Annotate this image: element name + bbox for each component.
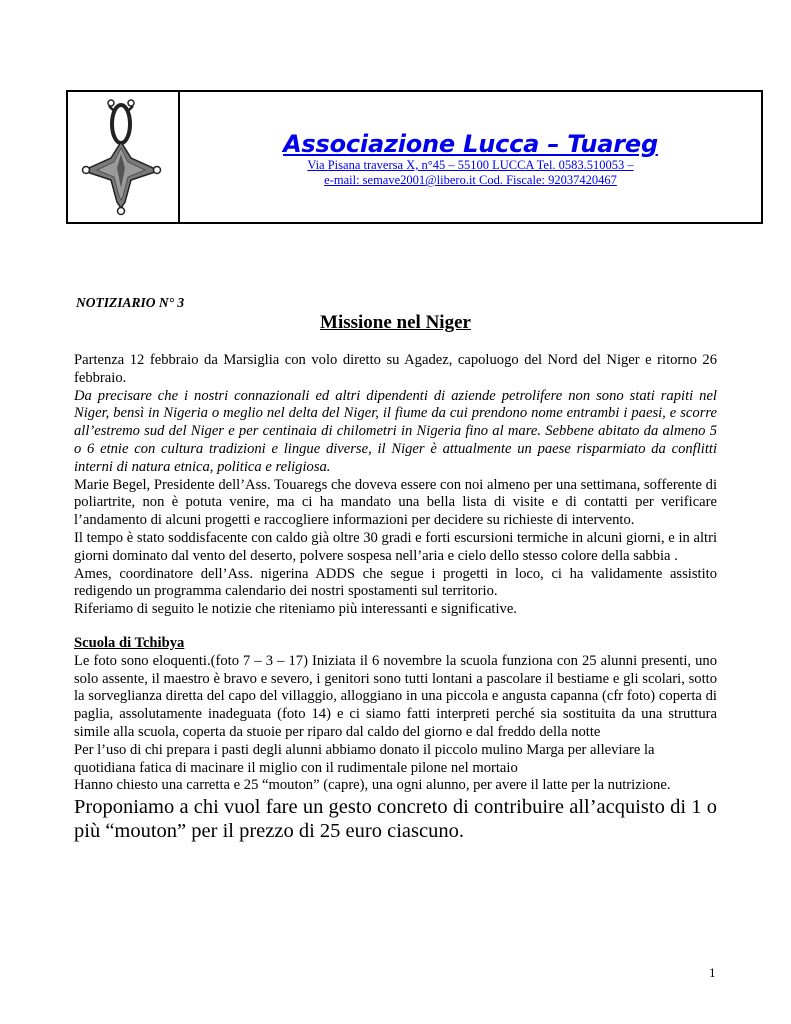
document-body — [74, 352, 717, 843]
paragraph-request: Hanno chiesto una carretta e 25 “mouton” (capre), una ogni alunno, per avere il latte per la nutrizione. — [74, 777, 671, 794]
organization-info — [180, 130, 761, 188]
logo-cell — [68, 92, 180, 222]
issue-label: NOTIZIARIO N° 3 — [76, 295, 185, 310]
paragraph-clarification: Da precisare che i nostri connazionali ed altri dipendenti di aziende petrolifere non sono stati rapiti nel Niger, bensì in Nigeria o meglio nel delta del Niger, il fiume da cui prendono nome entrambi i paesi, e scorre all’estremo sud del Niger e per centinaia di chilometri in Nigeria fino al mare. Sebbene abitato da almeno 5 o 6 etnie con cultura tradizioni e lingue diverse, il Niger è attualmente un paese risparmiato da conflitti interni di natura etnica, politica e religiosa. — [74, 387, 717, 475]
section-heading: Scuola di Tchibya — [74, 634, 185, 651]
spacer — [74, 619, 717, 635]
tuareg-cross-icon — [73, 92, 173, 222]
appeal-text: Proponiamo a chi vuol fare un gesto concreto di contribuire all’acquisto di 1 o più “mouton” per il prezzo di 25 euro ciascuno. — [74, 796, 717, 843]
letterhead — [66, 90, 763, 224]
paragraph-ames: Ames, coordinatore dell’Ass. nigerina ADDS che segue i progetti in loco, ci ha validamente assistito redigendo un programma calendario dei nostri spostamenti sul territorio. — [74, 565, 717, 600]
paragraph-marie-begel: Marie Begel, Presidente dell’Ass. Touaregs che doveva essere con noi almeno per una settimana, sofferente di poliartrite, non è potuta venire, ma ci ha mandato una bella lista di visite e di contatti per verificare l’andamento di alcuni progetti e raccogliere informazioni per decidere su richieste di intervento. — [74, 476, 717, 529]
paragraph-departure: Partenza 12 febbraio da Marsiglia con volo diretto su Agadez, capoluogo del Nord del Niger e ritorno 26 febbraio. — [74, 352, 717, 386]
organization-name[interactable]: Associazione Lucca – Tuareg — [283, 130, 658, 158]
paragraph-school: Le foto sono eloquenti.(foto 7 – 3 – 17) Iniziata il 6 novembre la scuola funziona con 25 alunni presenti, uno solo assente, il maestro è bravo e severo, i genitori sono tutti lontani a pascolare il bestiame e gli scolari, sotto la sorveglianza diretta del capo del villaggio, alloggiano in una piccola e angusta capanna (cfr foto) coperta di paglia, assolutamente inadeguata (foto 14) e ci siamo fatti interpreti perché sia sostituita da una struttura simile alla scuola, coperta da stuoie per riparo dal caldo del giorno e dal freddo della notte — [74, 652, 717, 740]
page-title: Missione nel Niger — [320, 312, 471, 333]
page-number: 1 — [709, 965, 716, 980]
paragraph-weather: Il tempo è stato soddisfacente con caldo già oltre 30 gradi e forti escursioni termiche in alcuni giorni, e in altri giorni dominato dal vento del deserto, polvere sospesa nell’aria e cielo dello stesso colore della sabbia . — [74, 529, 717, 564]
paragraph-intro-news: Riferiamo di seguito le notizie che riteniamo più interessanti e significative. — [74, 601, 517, 618]
contact-line[interactable]: e-mail: semave2001@libero.it Cod. Fiscale: 92037420467 — [324, 173, 617, 187]
paragraph-mill: Per l’uso di chi prepara i pasti degli alunni abbiamo donato il piccolo mulino Marga per alleviare la quotidiana fatica di macinare il miglio con il rudimentale pilone nel mortaio — [74, 741, 655, 776]
address-line[interactable]: Via Pisana traversa X, n°45 – 55100 LUCCA Tel. 0583.510053 – — [307, 158, 634, 172]
